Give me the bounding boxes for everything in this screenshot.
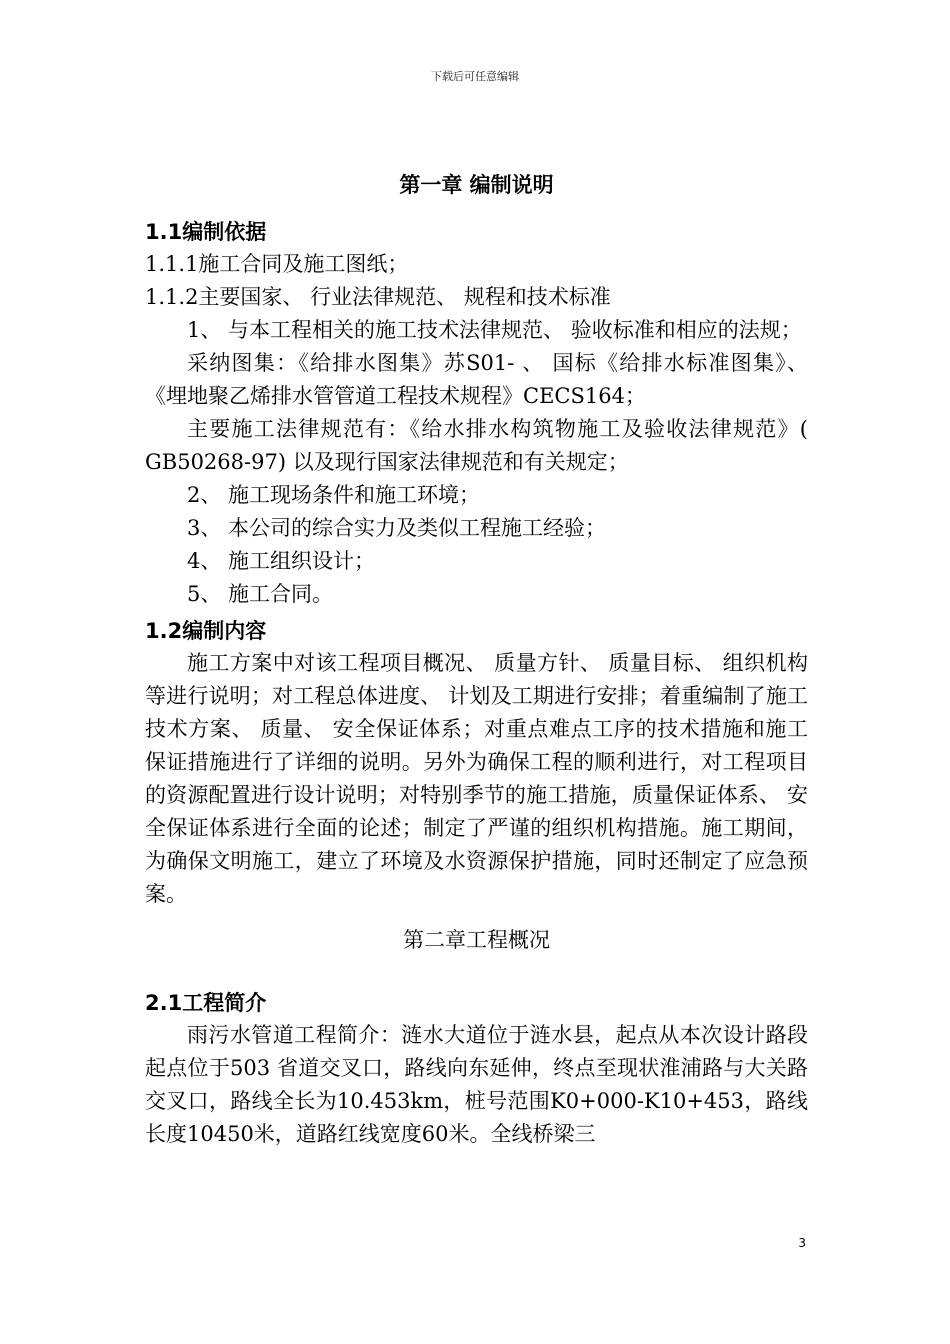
- chapter-1-title: 第一章 编制说明: [399, 173, 554, 197]
- paragraph-basis-1: 1、 与本工程相关的施工技术法律规范、 验收标准和相应的法规；: [187, 318, 802, 342]
- paragraph-main-specs: 主要施工法律规范有：《给水排水构筑物施工及验收法律规范》( GB50268-97) 以及现行国家法律规范和有关规定；: [145, 417, 808, 474]
- list-item: 5、 施工合同。: [187, 582, 334, 606]
- paragraph-atlas: 采纳图集：《给排水图集》苏S01- 、 国标《给排水标准图集》、 《埋地聚乙烯排水管管道工程技术规程》CECS164；: [145, 351, 808, 408]
- chapter-2-title: 第二章工程概况: [403, 928, 550, 952]
- list-item: 3、 本公司的综合实力及类似工程施工经验；: [187, 516, 607, 540]
- document-body: [145, 168, 808, 1151]
- section-1-1-heading: 1.1编制依据: [145, 220, 267, 244]
- list-item: 2、 施工现场条件和施工环境；: [187, 483, 481, 507]
- page-number: 3: [798, 1236, 806, 1250]
- section-2-1-heading: 2.1工程简介: [145, 991, 267, 1015]
- item-1-1-1: 1.1.1施工合同及施工图纸；: [145, 252, 409, 276]
- paragraph-project-intro: 雨污水管道工程简介：涟水大道位于涟水县，起点从本次设计路段起点位于503 省道交叉口，路线向东延伸，终点至现状淮浦路与大关路交叉口，路线全长为10.453km，桩号范围K0+000-K10+453，路线长度10450米，道路红线宽度60米。全线桥梁三: [145, 1023, 808, 1146]
- list-item: 4、 施工组织设计；: [187, 549, 376, 573]
- paragraph-content: 施工方案中对该工程项目概况、 质量方针、 质量目标、 组织机构等进行说明；对工程总体进度、 计划及工期进行安排；着重编制了施工技术方案、 质量、 安全保证体系；对重点难点工序的技术措施和施工保证措施进行了详细的说明。另外为确保工程的顺利进行，对工程项目的资源配置进行设计说明；对特别季节的施工措施，质量保证体系、 安全保证体系进行全面的论述；制定了严谨的组织机构措施。施工期间，为确保文明施工，建立了环境及水资源保护措施，同时还制定了应急预案。: [145, 651, 808, 906]
- header-note: 下载后可任意编辑: [431, 70, 519, 83]
- item-1-1-2: 1.1.2主要国家、 行业法律规范、 规程和技术标准: [145, 285, 611, 309]
- section-1-2-heading: 1.2编制内容: [145, 619, 267, 643]
